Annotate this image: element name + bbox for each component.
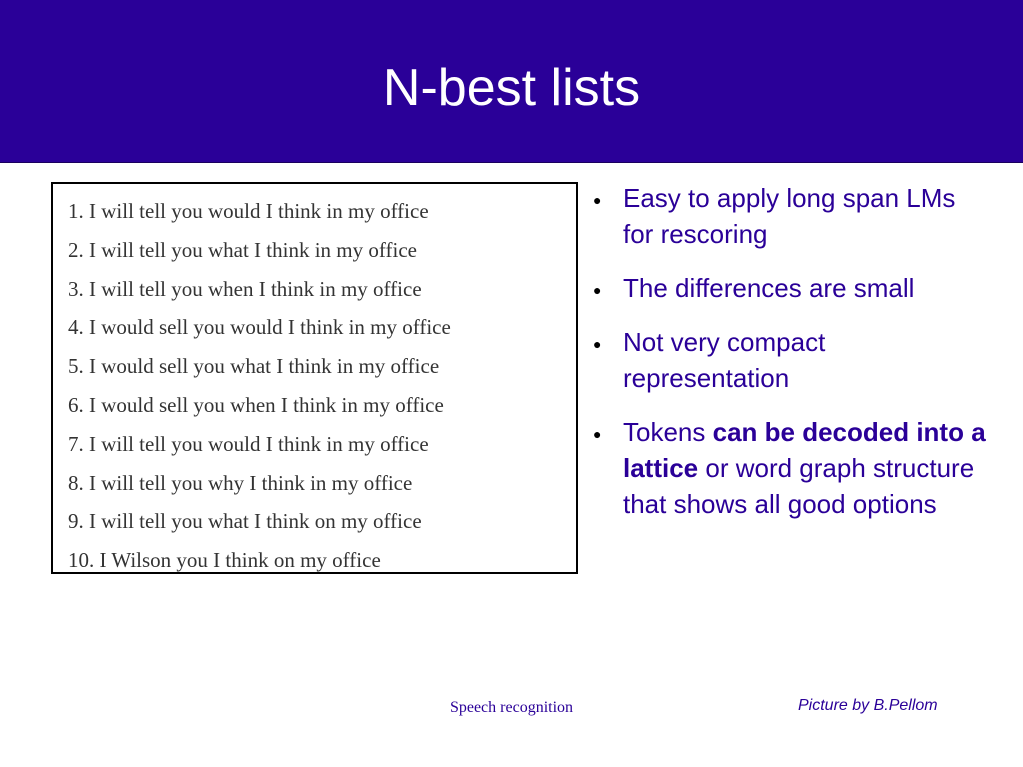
nbest-item: 2. I will tell you what I think in my office	[68, 237, 417, 262]
bullet-icon: ●	[593, 282, 602, 298]
bullet-item	[590, 324, 990, 396]
slide-title: N-best lists	[382, 59, 641, 117]
bullet-icon: ●	[593, 426, 602, 442]
bullet-icon: ●	[593, 192, 602, 208]
nbest-item: 8. I will tell you why I think in my office	[68, 470, 413, 495]
nbest-list	[68, 192, 451, 580]
nbest-item: 10. I Wilson you I think on my office	[68, 548, 381, 573]
nbest-image	[51, 182, 578, 574]
bullet-item	[590, 180, 990, 252]
bullet-text-bold: can be decoded into a lattice	[623, 417, 986, 483]
bullet-text-pre: Tokens	[623, 417, 713, 447]
footer-title: Speech recognition	[449, 699, 574, 716]
bullet-text-post: or word graph structure that shows all good options	[623, 453, 975, 519]
bullet-text: Not very compact representation	[623, 327, 826, 393]
bullet-text: Easy to apply long span LMs for rescoring	[623, 183, 956, 249]
title-bar	[0, 0, 1023, 163]
nbest-item: 9. I will tell you what I think on my office	[68, 509, 422, 534]
nbest-item: 5. I would sell you what I think in my office	[68, 354, 440, 379]
bullet-item	[590, 414, 990, 522]
nbest-item: 6. I would sell you when I think in my office	[68, 392, 444, 417]
bullet-list	[590, 180, 990, 540]
nbest-item: 1. I will tell you would I think in my office	[68, 199, 429, 223]
bullet-text: The differences are small	[623, 273, 915, 303]
bullet-item	[590, 270, 990, 306]
bullet-icon: ●	[593, 336, 602, 352]
nbest-item: 4. I would sell you would I think in my office	[68, 315, 451, 340]
nbest-item: 3. I will tell you when I think in my office	[68, 276, 422, 301]
nbest-item: 7. I will tell you would I think in my office	[68, 431, 429, 456]
picture-credit: Picture by B.Pellom	[798, 697, 938, 714]
